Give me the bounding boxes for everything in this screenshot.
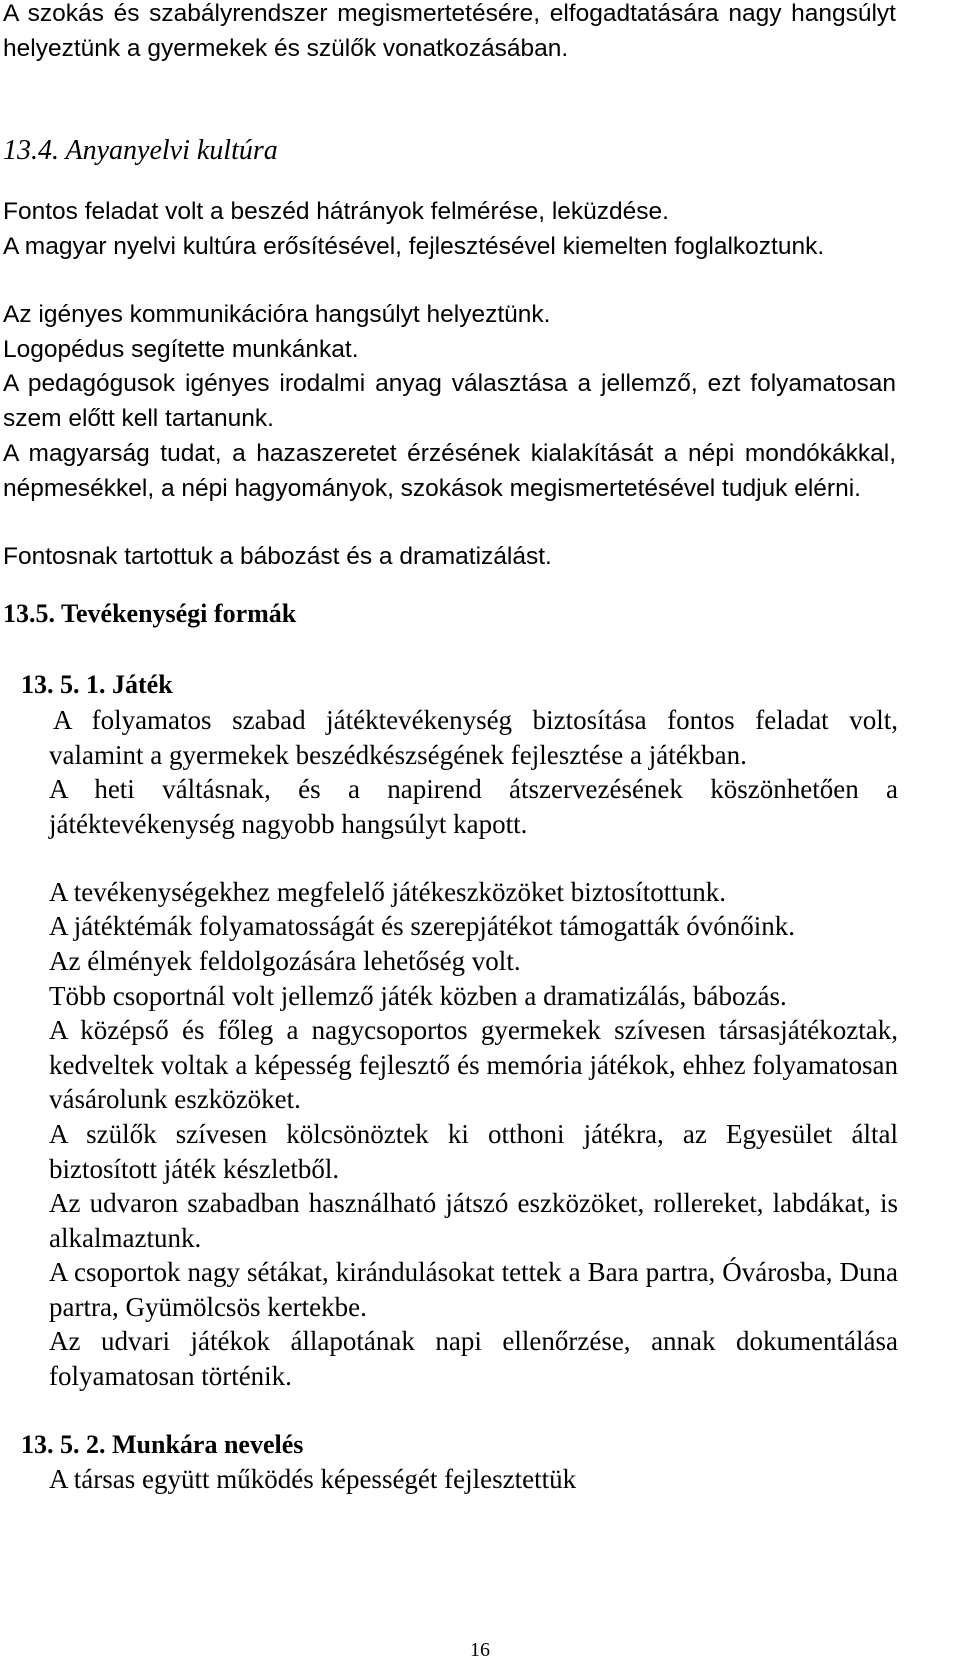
section-heading-tevekenysegi-formak: 13.5. Tevékenységi formák [3,599,297,628]
subsection-heading-munkara-neveles: 13. 5. 2. Munkára nevelés [21,1430,304,1459]
paragraph-beszed-hatranyok: Fontos feladat volt a beszéd hátrányok felmérése, leküzdése. [3,198,669,225]
paragraph-udvari-ellenorzes: Az udvari játékok állapotának napi ellenőrzése, annak dokumentálása folyamatosan történik. [49,1326,898,1391]
paragraph-elmenyek: Az élmények feldolgozására lehetőség volt. [49,946,521,976]
paragraph-udvari-eszkozok: Az udvaron szabadban használható játszó eszközöket, rollereket, labdákat, is alkalmaztunk. [49,1188,898,1253]
paragraph-bab-dramatizalas: Fontosnak tartottuk a bábozást és a dramatizálást. [3,543,552,570]
paragraph-tarsas-egyuttmukodes: A társas együtt működés képességét fejlesztettük [49,1464,577,1494]
paragraph-szabad-jatektevekenyseg: A folyamatos szabad játéktevékenység biztosítása fontos feladat volt, valamint a gyermekek beszédkészségének fejlesztése a játékban. [49,705,898,770]
paragraph-igenyes-kommunikacio: Az igényes kommunikációra hangsúlyt helyeztünk. [3,301,551,328]
paragraph-logopedus: Logopédus segítette munkánkat. [3,336,359,363]
section-heading-anyanyelvi-kultura: 13.4. Anyanyelvi kultúra [3,135,278,166]
intro-paragraph: A szokás és szabályrendszer megismertetésére, elfogadtatására nagy hangsúlyt helyeztünk a gyermekek és szülők vonatkozásában. [3,0,896,62]
paragraph-kirandulasok: A csoportok nagy sétákat, kirándulásokat tettek a Bara partra, Óvárosba, Duna partra, Gyümölcsös kertekbe. [49,1257,898,1322]
paragraph-irodalmi-anyag: A pedagógusok igényes irodalmi anyag választása a jellemző, ezt folyamatosan szem előtt kell tartanunk. [3,370,896,432]
paragraph-tarsasjatekok: A középső és főleg a nagycsoportos gyermekek szívesen társasjátékoztak, kedveltek voltak a képesség fejlesztő és memória játékok, ehhez folyamatosan vásárolunk eszközöket. [49,1015,898,1114]
paragraph-kolcsonzes: A szülők szívesen kölcsönöztek ki otthoni játékra, az Egyesület által biztosított játék készletből. [49,1119,898,1184]
paragraph-heti-valtas: A heti váltásnak, és a napirend átszervezésének köszönhetően a játéktevékenység nagyobb hangsúlyt kapott. [49,774,898,839]
paragraph-magyar-nyelvi-kultura: A magyar nyelvi kultúra erősítésével, fejlesztésével kiemelten foglalkoztunk. [3,233,825,260]
paragraph-magyarsag-tudat: A magyarság tudat, a hazaszeretet érzésének kialakítását a népi mondókákkal, népmesékkel, a népi hagyományok, szokások megismertetésével tudjuk elérni. [3,440,896,502]
paragraph-jatekeszkozok: A tevékenységekhez megfelelő játékeszközöket biztosítottunk. [49,877,727,907]
paragraph-dramatizalas-babozas: Több csoportnál volt jellemző játék közben a dramatizálás, bábozás. [49,981,787,1011]
subsection-heading-jatek: 13. 5. 1. Játék [21,670,173,699]
paragraph-jatektemak: A játéktémák folyamatosságát és szerepjátékot támogatták óvónőink. [49,911,796,941]
page-number: 16 [470,1639,490,1661]
